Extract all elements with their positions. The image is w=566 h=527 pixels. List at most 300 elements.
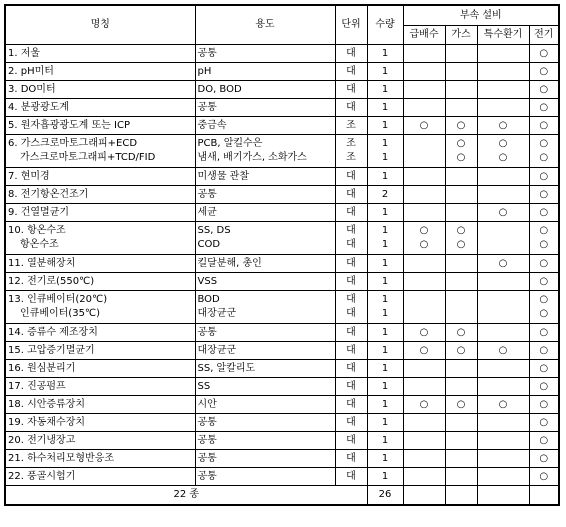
equipment-unit — [335, 342, 367, 360]
plumbing-mark — [403, 204, 445, 222]
ventilation-mark: ○ — [477, 204, 529, 222]
table-row — [5, 342, 559, 360]
plumbing-mark — [403, 450, 445, 468]
ventilation-mark-line: ○ — [498, 138, 508, 149]
electric-mark: ○ — [529, 255, 559, 273]
equipment-use — [195, 291, 335, 324]
equipment-use-line: VSS — [197, 275, 218, 287]
equipment-unit-line: 대 — [346, 362, 356, 374]
equipment-qty-line: 1 — [381, 470, 389, 482]
plumbing-mark-line: ○ — [419, 225, 429, 236]
table-row — [5, 450, 559, 468]
electric-mark: ○ — [529, 396, 559, 414]
electric-mark — [529, 222, 559, 255]
equipment-unit — [335, 450, 367, 468]
total-quantity: 26 — [367, 486, 403, 506]
electric-mark-line: ○ — [539, 308, 549, 319]
equipment-qty-line: 1 — [381, 275, 389, 287]
electric-mark: ○ — [529, 360, 559, 378]
electric-mark: ○ — [529, 204, 559, 222]
equipment-use — [195, 450, 335, 468]
equipment-use-line: DO, BOD — [197, 83, 242, 95]
equipment-use-line: 공통 — [197, 434, 217, 446]
gas-mark — [445, 273, 477, 291]
equipment-name — [5, 135, 195, 168]
equipment-unit — [335, 378, 367, 396]
equipment-qty — [367, 222, 403, 255]
equipment-name-line: 11. 열분해장치 — [8, 257, 76, 269]
ventilation-mark — [477, 99, 529, 117]
equipment-name-line: 20. 전기냉장고 — [8, 434, 76, 446]
header-plumbing: 급배수 — [403, 26, 445, 45]
gas-mark — [445, 378, 477, 396]
equipment-unit-line: 대 — [346, 416, 356, 428]
equipment-qty-line: 1 — [381, 308, 389, 319]
equipment-use — [195, 255, 335, 273]
gas-mark — [445, 432, 477, 450]
equipment-name — [5, 63, 195, 81]
plumbing-mark — [403, 414, 445, 432]
header-accessory: 부속 설비 — [403, 5, 559, 26]
equipment-use-line: 대장균군 — [197, 308, 237, 319]
equipment-name-line: 10. 항온수조 — [8, 225, 66, 236]
equipment-qty — [367, 396, 403, 414]
ventilation-mark — [477, 450, 529, 468]
plumbing-mark — [403, 432, 445, 450]
equipment-use — [195, 222, 335, 255]
equipment-qty — [367, 342, 403, 360]
plumbing-mark — [403, 186, 445, 204]
equipment-qty — [367, 273, 403, 291]
electric-mark: ○ — [529, 324, 559, 342]
equipment-name — [5, 342, 195, 360]
equipment-name-line: 5. 원자흡광광도계 또는 ICP — [8, 119, 130, 131]
ventilation-mark — [477, 378, 529, 396]
equipment-name — [5, 378, 195, 396]
equipment-use-line: 공통 — [197, 47, 217, 59]
plumbing-mark-line — [406, 307, 443, 321]
equipment-qty-line: 1 — [381, 380, 389, 392]
ventilation-mark-line — [480, 238, 527, 252]
equipment-name-line: 1. 저울 — [8, 47, 41, 59]
equipment-unit-line: 대 — [346, 65, 356, 77]
equipment-use-line: 미생물 관찰 — [197, 170, 249, 182]
gas-mark-line: ○ — [456, 225, 466, 236]
equipment-use — [195, 168, 335, 186]
equipment-use-line: 공통 — [197, 326, 217, 338]
equipment-name-line: 항온수조 — [20, 239, 59, 250]
ventilation-mark — [477, 360, 529, 378]
equipment-name — [5, 432, 195, 450]
plumbing-mark — [403, 291, 445, 324]
equipment-qty-line: 1 — [381, 362, 389, 374]
table-row — [5, 432, 559, 450]
electric-mark — [529, 291, 559, 324]
equipment-unit-line: 대 — [346, 225, 356, 236]
equipment-qty — [367, 450, 403, 468]
plumbing-mark — [403, 168, 445, 186]
plumbing-mark-line: ○ — [419, 239, 429, 250]
equipment-name — [5, 468, 195, 486]
equipment-qty-line: 2 — [381, 188, 389, 200]
equipment-use-line: SS, 알칼리도 — [197, 362, 256, 374]
equipment-name-line: 3. DO미터 — [8, 83, 56, 95]
plumbing-mark — [403, 81, 445, 99]
ventilation-mark — [477, 414, 529, 432]
equipment-qty — [367, 63, 403, 81]
equipment-qty-line: 1 — [381, 225, 389, 236]
header-use: 용도 — [195, 5, 335, 45]
equipment-table — [4, 4, 560, 506]
equipment-unit — [335, 204, 367, 222]
table-row — [5, 117, 559, 135]
equipment-name-line: 16. 원심분리기 — [8, 362, 76, 374]
empty-cell — [445, 486, 477, 506]
equipment-name-line: 15. 고압증기멸균기 — [8, 344, 95, 356]
equipment-use-line: SS — [197, 380, 211, 392]
equipment-unit-line: 대 — [346, 206, 356, 218]
equipment-name-line: 9. 건열멸균기 — [8, 206, 70, 218]
equipment-name-line: 6. 가스크로마토그래피+ECD — [8, 138, 138, 149]
equipment-use-line: 공통 — [197, 101, 217, 113]
gas-mark — [445, 99, 477, 117]
electric-mark: ○ — [529, 81, 559, 99]
equipment-unit — [335, 117, 367, 135]
equipment-name-line: 인큐베이터(35℃) — [20, 308, 101, 319]
equipment-qty-line: 1 — [381, 152, 389, 163]
equipment-unit — [335, 432, 367, 450]
equipment-use — [195, 273, 335, 291]
equipment-use-line: COD — [197, 239, 221, 250]
gas-mark-line: ○ — [456, 152, 466, 163]
equipment-name — [5, 99, 195, 117]
plumbing-mark — [403, 135, 445, 168]
table-row — [5, 414, 559, 432]
equipment-qty — [367, 135, 403, 168]
equipment-qty-line: 1 — [381, 119, 389, 131]
equipment-unit-line: 대 — [346, 294, 356, 305]
table-row — [5, 324, 559, 342]
equipment-use — [195, 432, 335, 450]
equipment-unit-line: 대 — [346, 452, 356, 464]
equipment-unit — [335, 135, 367, 168]
plumbing-mark-line — [406, 151, 443, 165]
gas-mark — [445, 168, 477, 186]
equipment-name-line: 4. 분광광도계 — [8, 101, 70, 113]
equipment-unit — [335, 291, 367, 324]
ventilation-mark — [477, 81, 529, 99]
total-types: 22 종 — [5, 486, 367, 506]
gas-mark — [445, 360, 477, 378]
table-row — [5, 360, 559, 378]
table-row — [5, 273, 559, 291]
equipment-use — [195, 360, 335, 378]
equipment-qty-line: 1 — [381, 65, 389, 77]
equipment-unit — [335, 99, 367, 117]
equipment-qty — [367, 468, 403, 486]
table-row — [5, 81, 559, 99]
empty-cell — [403, 486, 445, 506]
ventilation-mark — [477, 168, 529, 186]
equipment-use-line: 공통 — [197, 416, 217, 428]
equipment-qty — [367, 360, 403, 378]
equipment-qty-line: 1 — [381, 294, 389, 305]
equipment-unit-line: 대 — [346, 257, 356, 269]
equipment-use-line: 대장균군 — [197, 344, 237, 356]
plumbing-mark — [403, 468, 445, 486]
plumbing-mark-line — [406, 137, 443, 151]
table-row — [5, 291, 559, 324]
equipment-unit-line: 대 — [346, 83, 356, 95]
table-row — [5, 45, 559, 63]
ventilation-mark — [477, 468, 529, 486]
electric-mark: ○ — [529, 450, 559, 468]
equipment-unit — [335, 186, 367, 204]
plumbing-mark — [403, 45, 445, 63]
table-row — [5, 222, 559, 255]
gas-mark — [445, 222, 477, 255]
equipment-use — [195, 135, 335, 168]
gas-mark-line — [448, 293, 475, 307]
equipment-unit-line: 조 — [346, 119, 356, 131]
ventilation-mark-line — [480, 307, 527, 321]
ventilation-mark-line: ○ — [498, 152, 508, 163]
equipment-unit-line: 대 — [346, 188, 356, 200]
plumbing-mark: ○ — [403, 117, 445, 135]
equipment-qty — [367, 186, 403, 204]
gas-mark — [445, 414, 477, 432]
equipment-use — [195, 204, 335, 222]
equipment-name — [5, 324, 195, 342]
plumbing-mark — [403, 378, 445, 396]
equipment-qty-line: 1 — [381, 416, 389, 428]
electric-mark: ○ — [529, 273, 559, 291]
equipment-unit — [335, 360, 367, 378]
gas-mark — [445, 204, 477, 222]
equipment-table-container — [4, 4, 560, 506]
equipment-qty — [367, 117, 403, 135]
electric-mark: ○ — [529, 168, 559, 186]
equipment-use — [195, 324, 335, 342]
equipment-use — [195, 81, 335, 99]
equipment-name — [5, 81, 195, 99]
equipment-qty — [367, 81, 403, 99]
equipment-name-line: 17. 진공펌프 — [8, 380, 66, 392]
table-row — [5, 99, 559, 117]
equipment-unit — [335, 45, 367, 63]
equipment-qty — [367, 432, 403, 450]
equipment-qty-line: 1 — [381, 344, 389, 356]
equipment-qty-line: 1 — [381, 47, 389, 59]
equipment-qty — [367, 45, 403, 63]
gas-mark: ○ — [445, 117, 477, 135]
equipment-name-line: 12. 전기로(550℃) — [8, 275, 95, 287]
equipment-qty — [367, 99, 403, 117]
gas-mark: ○ — [445, 342, 477, 360]
table-row — [5, 378, 559, 396]
equipment-name — [5, 360, 195, 378]
equipment-use — [195, 414, 335, 432]
ventilation-mark-line — [480, 293, 527, 307]
header-ventilation: 특수환기 — [477, 26, 529, 45]
electric-mark-line: ○ — [539, 225, 549, 236]
equipment-use-line: 중금속 — [197, 119, 227, 131]
equipment-name — [5, 255, 195, 273]
plumbing-mark — [403, 255, 445, 273]
equipment-unit-line: 대 — [346, 308, 356, 319]
electric-mark: ○ — [529, 45, 559, 63]
electric-mark-line: ○ — [539, 138, 549, 149]
equipment-unit — [335, 468, 367, 486]
equipment-name-line: 14. 증류수 제조장치 — [8, 326, 98, 338]
gas-mark — [445, 255, 477, 273]
plumbing-mark — [403, 99, 445, 117]
ventilation-mark — [477, 45, 529, 63]
gas-mark — [445, 81, 477, 99]
equipment-use-line: 공통 — [197, 188, 217, 200]
equipment-use-line: 세균 — [197, 206, 217, 218]
gas-mark-line: ○ — [456, 138, 466, 149]
table-body — [5, 45, 559, 486]
gas-mark: ○ — [445, 324, 477, 342]
equipment-qty — [367, 378, 403, 396]
electric-mark: ○ — [529, 63, 559, 81]
ventilation-mark: ○ — [477, 117, 529, 135]
equipment-qty-line: 1 — [381, 170, 389, 182]
equipment-unit — [335, 396, 367, 414]
equipment-unit-line: 대 — [346, 101, 356, 113]
gas-mark — [445, 135, 477, 168]
equipment-qty-line: 1 — [381, 434, 389, 446]
equipment-qty-line: 1 — [381, 452, 389, 464]
table-row — [5, 468, 559, 486]
equipment-use — [195, 468, 335, 486]
equipment-unit-line: 대 — [346, 344, 356, 356]
equipment-use-line: SS, DS — [197, 225, 231, 236]
empty-cell — [477, 486, 529, 506]
equipment-qty-line: 1 — [381, 257, 389, 269]
equipment-unit — [335, 81, 367, 99]
equipment-use-line: 시안 — [197, 398, 217, 410]
equipment-qty-line: 1 — [381, 398, 389, 410]
electric-mark: ○ — [529, 186, 559, 204]
equipment-use-line: 킬달분해, 총인 — [197, 257, 262, 269]
equipment-unit-line: 대 — [346, 380, 356, 392]
equipment-unit-line: 대 — [346, 434, 356, 446]
gas-mark: ○ — [445, 396, 477, 414]
equipment-qty — [367, 168, 403, 186]
equipment-qty — [367, 324, 403, 342]
gas-mark — [445, 468, 477, 486]
electric-mark: ○ — [529, 468, 559, 486]
plumbing-mark: ○ — [403, 324, 445, 342]
equipment-use-line: 냄새, 배기가스, 소화가스 — [197, 152, 307, 163]
equipment-qty-line: 1 — [381, 138, 389, 149]
plumbing-mark: ○ — [403, 396, 445, 414]
header-electric: 전기 — [529, 26, 559, 45]
ventilation-mark — [477, 222, 529, 255]
equipment-qty-line: 1 — [381, 206, 389, 218]
ventilation-mark: ○ — [477, 396, 529, 414]
equipment-use — [195, 99, 335, 117]
equipment-name — [5, 45, 195, 63]
empty-cell — [529, 486, 559, 506]
equipment-name — [5, 186, 195, 204]
electric-mark: ○ — [529, 117, 559, 135]
equipment-qty-line: 1 — [381, 239, 389, 250]
ventilation-mark-line — [480, 224, 527, 238]
electric-mark-line: ○ — [539, 294, 549, 305]
equipment-use-line: 공통 — [197, 452, 217, 464]
equipment-name-line: 2. pH미터 — [8, 65, 54, 77]
equipment-unit-line: 대 — [346, 326, 356, 338]
ventilation-mark — [477, 432, 529, 450]
equipment-use — [195, 396, 335, 414]
ventilation-mark — [477, 324, 529, 342]
table-row — [5, 255, 559, 273]
table-row — [5, 204, 559, 222]
table-row — [5, 186, 559, 204]
equipment-qty-line: 1 — [381, 101, 389, 113]
ventilation-mark: ○ — [477, 342, 529, 360]
equipment-name-line: 8. 전기항온건조기 — [8, 188, 89, 200]
gas-mark-line: ○ — [456, 239, 466, 250]
ventilation-mark — [477, 186, 529, 204]
equipment-use-line: BOD — [197, 294, 220, 305]
equipment-unit — [335, 324, 367, 342]
equipment-name — [5, 414, 195, 432]
gas-mark — [445, 186, 477, 204]
ventilation-mark: ○ — [477, 255, 529, 273]
header-qty: 수량 — [367, 5, 403, 45]
electric-mark — [529, 135, 559, 168]
plumbing-mark — [403, 360, 445, 378]
equipment-name — [5, 204, 195, 222]
equipment-name — [5, 168, 195, 186]
electric-mark-line: ○ — [539, 152, 549, 163]
equipment-qty — [367, 204, 403, 222]
equipment-name-line: 18. 시안증류장치 — [8, 398, 86, 410]
electric-mark: ○ — [529, 99, 559, 117]
plumbing-mark — [403, 273, 445, 291]
plumbing-mark: ○ — [403, 342, 445, 360]
ventilation-mark — [477, 291, 529, 324]
equipment-unit-line: 조 — [346, 152, 356, 163]
equipment-name-line: 7. 현미경 — [8, 170, 50, 182]
equipment-unit — [335, 222, 367, 255]
equipment-use — [195, 63, 335, 81]
equipment-unit — [335, 414, 367, 432]
equipment-unit-line: 대 — [346, 470, 356, 482]
equipment-name-line: 21. 하수처리모형반응조 — [8, 452, 115, 464]
table-row — [5, 168, 559, 186]
equipment-name-line: 22. 풍골시험기 — [8, 470, 76, 482]
gas-mark-line — [448, 307, 475, 321]
electric-mark-line: ○ — [539, 239, 549, 250]
equipment-use-line: pH — [197, 65, 212, 77]
equipment-qty-line: 1 — [381, 326, 389, 338]
equipment-unit-line: 대 — [346, 170, 356, 182]
equipment-unit-line: 대 — [346, 47, 356, 59]
equipment-use-line: 공통 — [197, 470, 217, 482]
gas-mark — [445, 45, 477, 63]
equipment-name-line: 13. 인큐베이터(20℃) — [8, 294, 108, 305]
equipment-use — [195, 186, 335, 204]
equipment-unit-line: 대 — [346, 275, 356, 287]
plumbing-mark — [403, 222, 445, 255]
equipment-qty-line: 1 — [381, 83, 389, 95]
equipment-name — [5, 450, 195, 468]
